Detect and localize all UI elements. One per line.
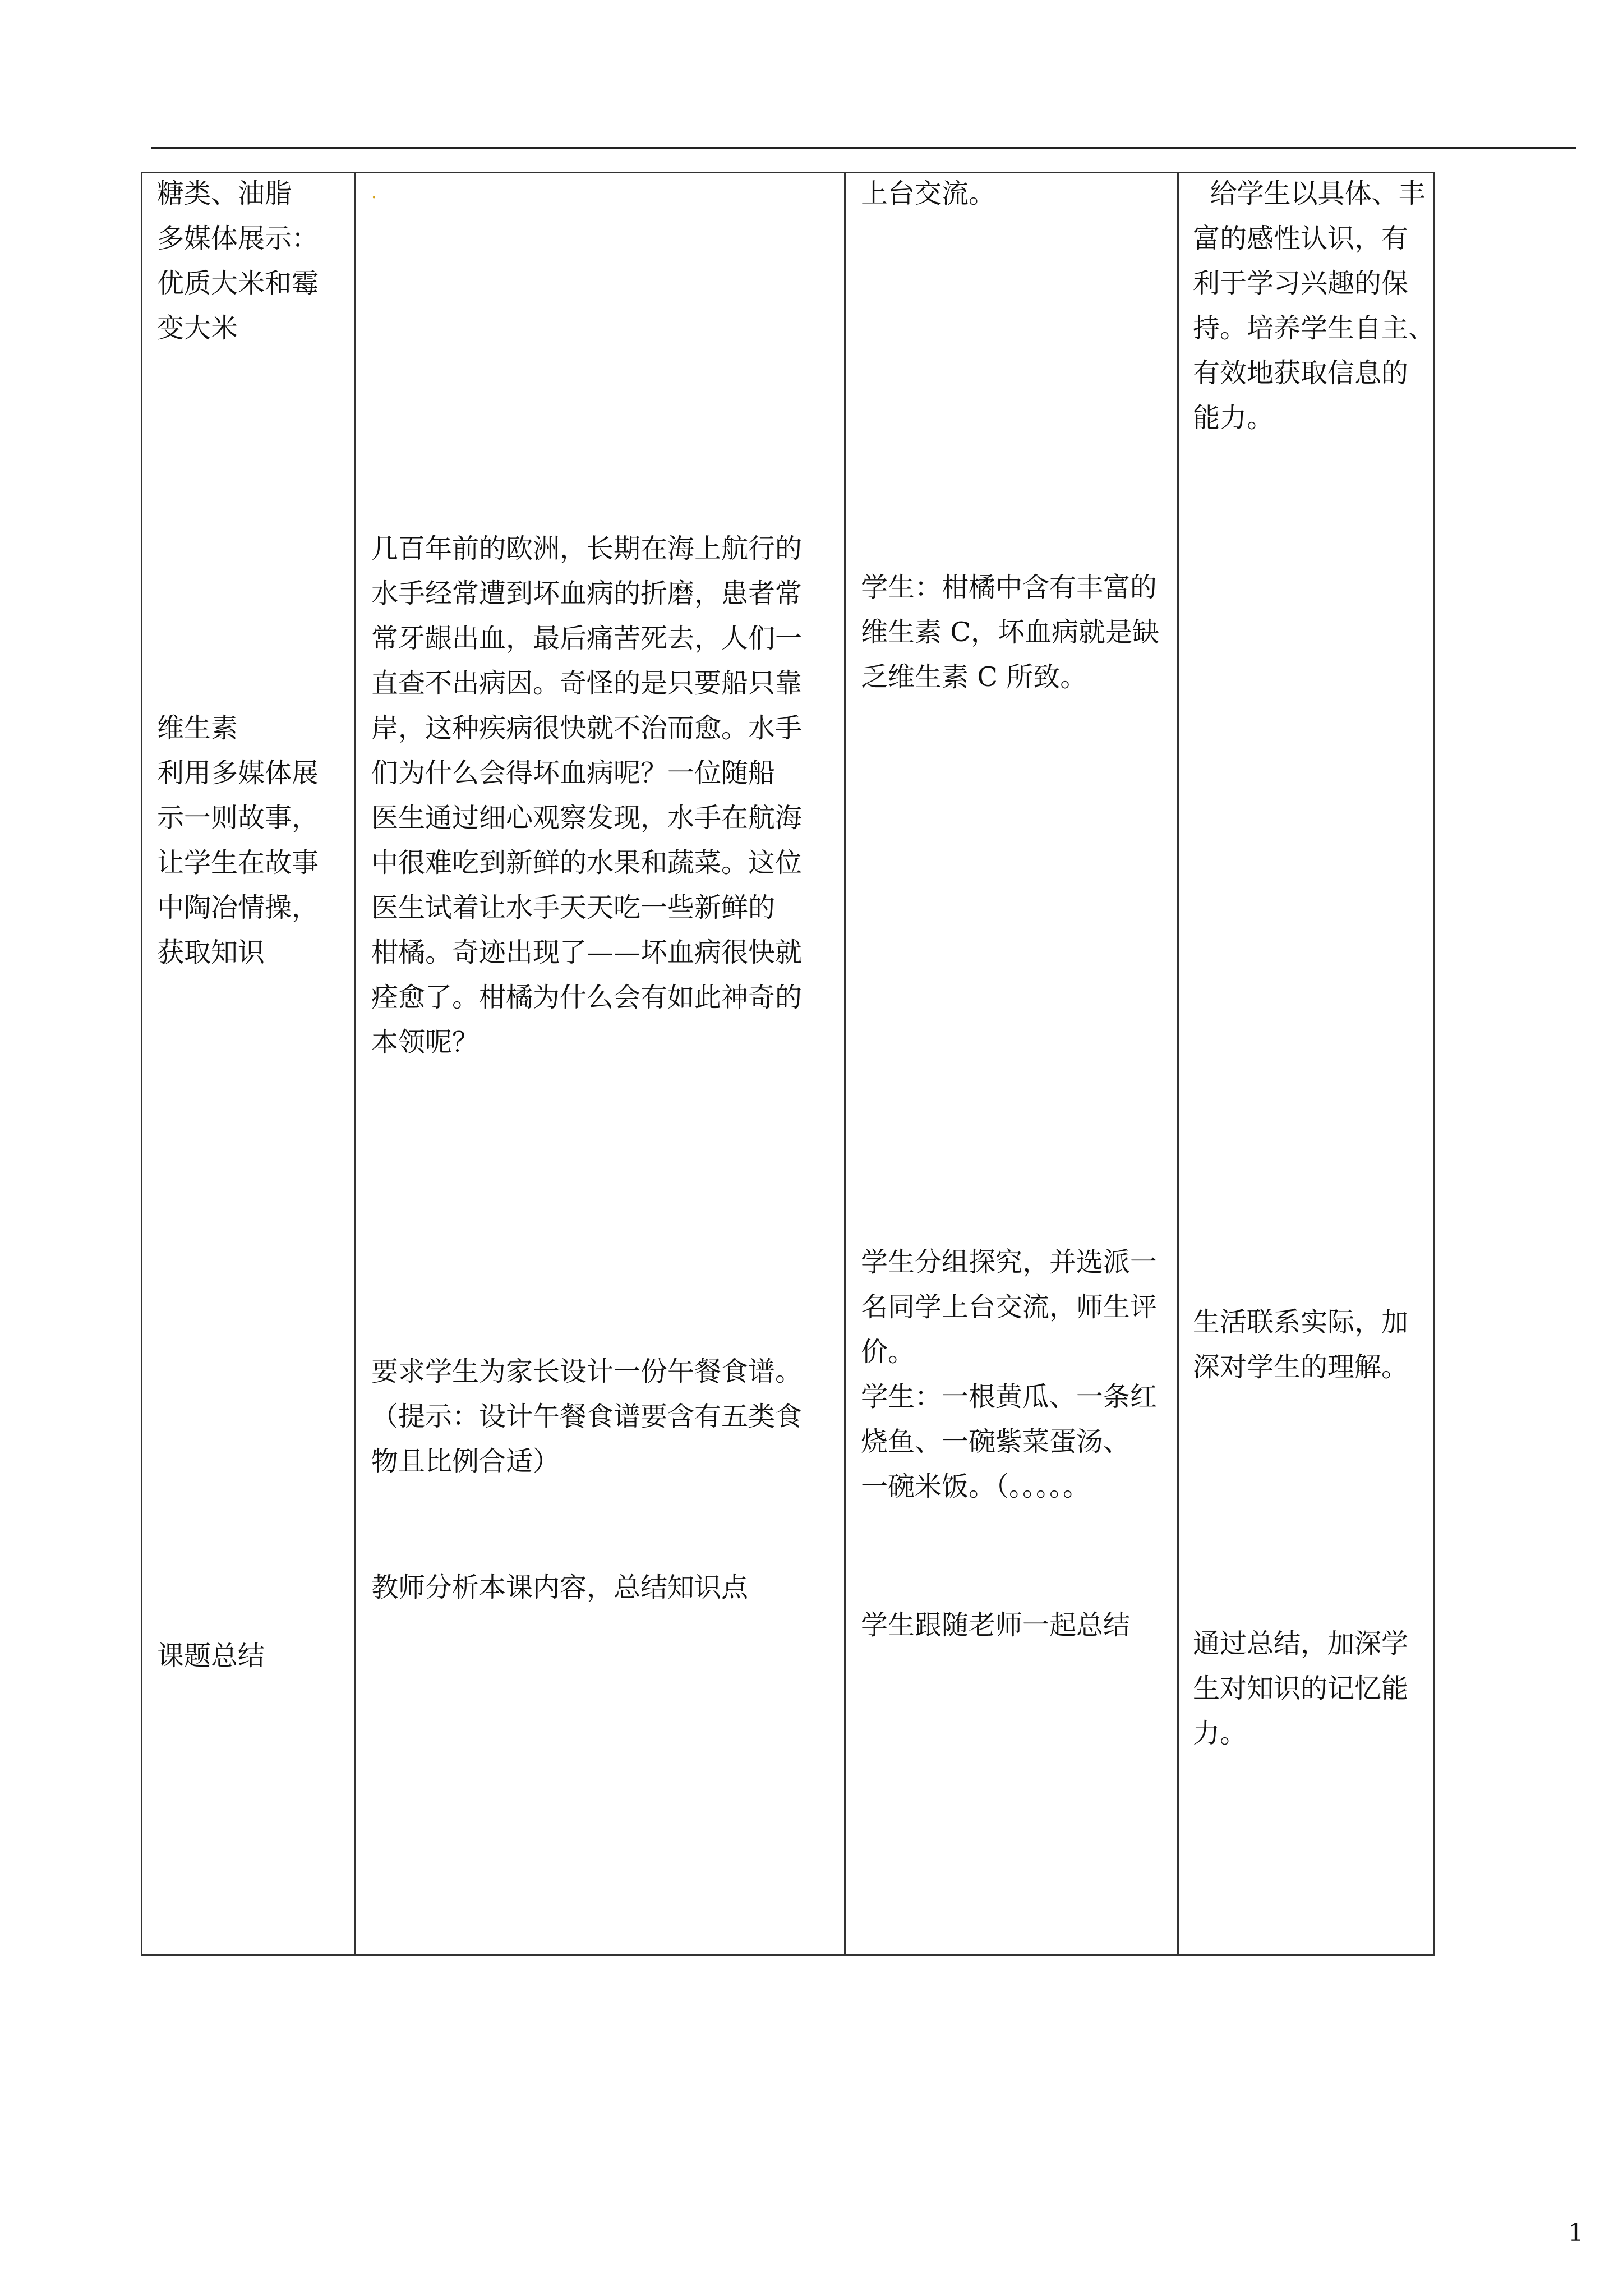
col3-student-summary: 学生跟随老师一起总结 (861, 1609, 1131, 1641)
col4-summary-memory: 通过总结，加深学 生对知识的记忆能 力。 (1193, 1628, 1409, 1749)
col3-student-answer-vitamin-c: 学生：柑橘中含有丰富的 维生素 C，坏血病就是缺 乏维生素 C 所致。 (861, 572, 1159, 693)
table-bottom-border (141, 1954, 1435, 1956)
stray-mark: · (371, 188, 377, 208)
col1-topic-summary: 课题总结 (157, 1640, 265, 1672)
table-left-border (141, 172, 142, 1956)
column-divider-3 (1177, 172, 1179, 1956)
col2-teacher-summary: 教师分析本课内容，总结知识点 (371, 1572, 749, 1603)
column-divider-1 (354, 172, 356, 1956)
col1-topic-sugars-fats: 糖类、油脂 多媒体展示： 优质大米和霉 变大米 (157, 178, 319, 344)
col3-present: 上台交流。 (861, 178, 996, 209)
col1-topic-vitamins: 维生素 利用多媒体展 示一则故事， 让学生在故事 中陶冶情操， 获取知识 (157, 712, 319, 968)
col2-lunch-menu-task: 要求学生为家长设计一份午餐食谱。 （提示：设计午餐食谱要含有五类食 物且比例合适） (371, 1356, 803, 1477)
col4-life-connection: 生活联系实际，加 深对学生的理解。 (1193, 1306, 1409, 1383)
col2-scurvy-story: 几百年前的欧洲，长期在海上航行的 水手经常遭到坏血病的折磨，患者常 常牙龈出血，最后痛苦死去，人们一 直查不出病因。奇怪的是只要船只靠 岸，这种疾病很快就不治而愈。水手 们为什么会得坏血病呢？一位随船 医生通过细心观察发现，水手在航海 中很难吃到新鲜的水果和蔬菜。这位 医生试着让水手天天吃一些新鲜的 柑橘。奇迹出现了——坏血病很快就 痊愈了。柑橘为什么会有如此神奇的 本领呢？ (371, 533, 803, 1058)
col4-sensory-perception: 给学生以具体、丰 富的感性认识，有 利于学习兴趣的保 持。培养学生自主、 有效地获取信息的 能力。 (1193, 178, 1436, 434)
page-number: 1 (1568, 2219, 1584, 2247)
col3-group-inquiry: 学生分组探究，并选派一 名同学上台交流，师生评 价。 学生：一根黄瓜、一条红 烧鱼、一碗紫菜蛋汤、 一碗米饭。（。。。。。 (861, 1246, 1158, 1502)
column-divider-2 (844, 172, 846, 1956)
header-rule (151, 147, 1576, 149)
